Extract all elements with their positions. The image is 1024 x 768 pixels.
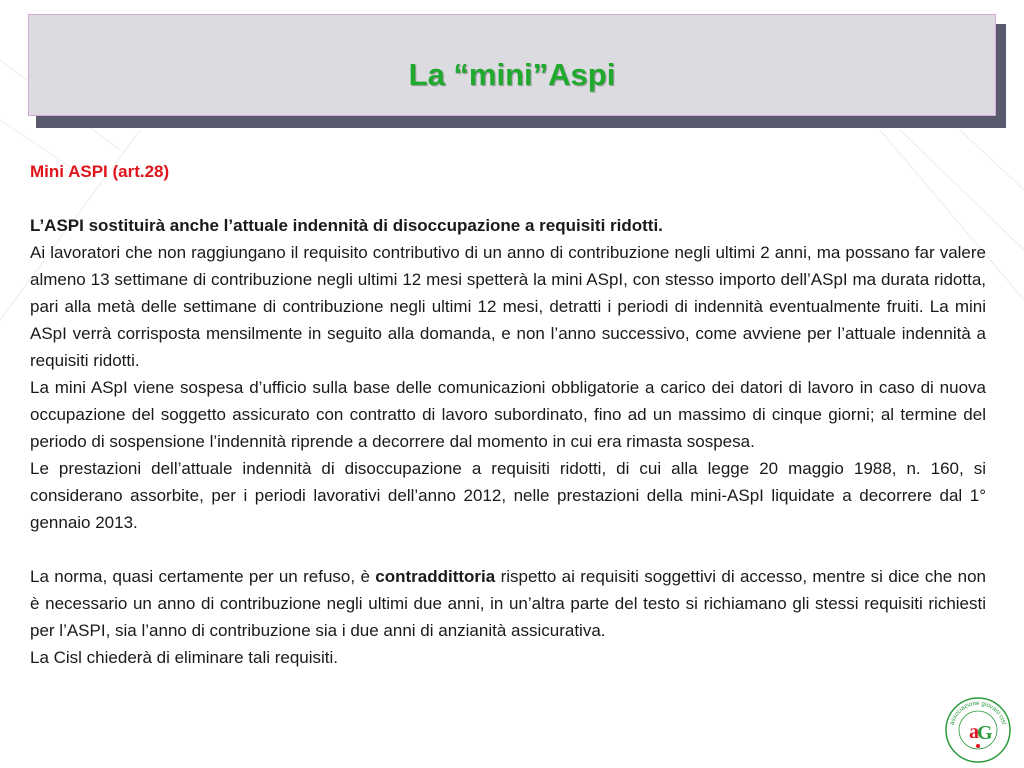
paragraph-5: La Cisl chiederà di eliminare tali requisiti. [30,648,339,667]
logo-ring-text: associazione giovani cisl [948,699,1008,726]
svg-text:G: G [977,722,993,744]
paragraph-4 [30,563,986,644]
title-box [28,14,996,116]
slide-title: La “mini”Aspi [408,57,616,92]
spacer [30,536,986,563]
giovani-cisl-logo [944,696,1012,764]
paragraph-4-before: La norma, quasi certamente per un refuso, è [30,567,376,586]
subheading: L’ASPI sostituirà anche l’attuale indennità di disoccupazione a requisiti ridotti. [30,216,663,235]
paragraph-3: Le prestazioni dell’attuale indennità di disoccupazione a requisiti ridotti, di cui alla legge 20 maggio 1988, n. 160, si considerano assorbite, per i periodi lavorativi dell’anno 2012, nelle prestazioni della mini-ASpI liquidate a decorrere dal 1° gennaio 2013. [30,459,986,532]
paragraph-4-emphasis: contraddittoria [375,567,496,586]
paragraph-2: La mini ASpI viene sospesa d’ufficio sulla base delle comunicazioni obbligatorie a carico dei datori di lavoro in caso di nuova occupazione del soggetto assicurato con contratto di lavoro subordinato, fino ad un massimo di cinque giorni; al termine del periodo di sospensione l’indennità riprende a decorrere dal momento in cui era rimasta sospesa. [30,378,986,451]
paragraph-4-after: rispetto ai requisiti soggettivi di accesso, mentre si dice che non è necessario un anno di contribuzione negli ultimi due anni, in un’altra parte del testo si richiamano gli stessi requisiti richiesti per l’ASPI, sia l’anno di contribuzione sia i due anni di anzianità assicurativa. [30,567,986,640]
svg-text:a: a [969,721,979,743]
spacer [30,185,986,212]
slide-content [30,158,986,671]
section-heading: Mini ASPI (art.28) [30,162,170,181]
paragraph-1: Ai lavoratori che non raggiungano il requisito contributivo di un anno di contribuzione negli ultimi 2 anni, ma possano far valere almeno 13 settimane di contribuzione negli ultimi 12 mesi spetterà la mini ASpI, con stesso importo dell’ASpI ma durata ridotta, pari alla metà delle settimane di contribuzione negli ultimi 12 mesi, detratti i periodi di indennità eventualmente fruiti. La mini ASpI verrà corrisposta mensilmente in seguito alla domanda, e non l’anno successivo, come avviene per l’attuale indennità a requisiti ridotti. [30,243,986,370]
